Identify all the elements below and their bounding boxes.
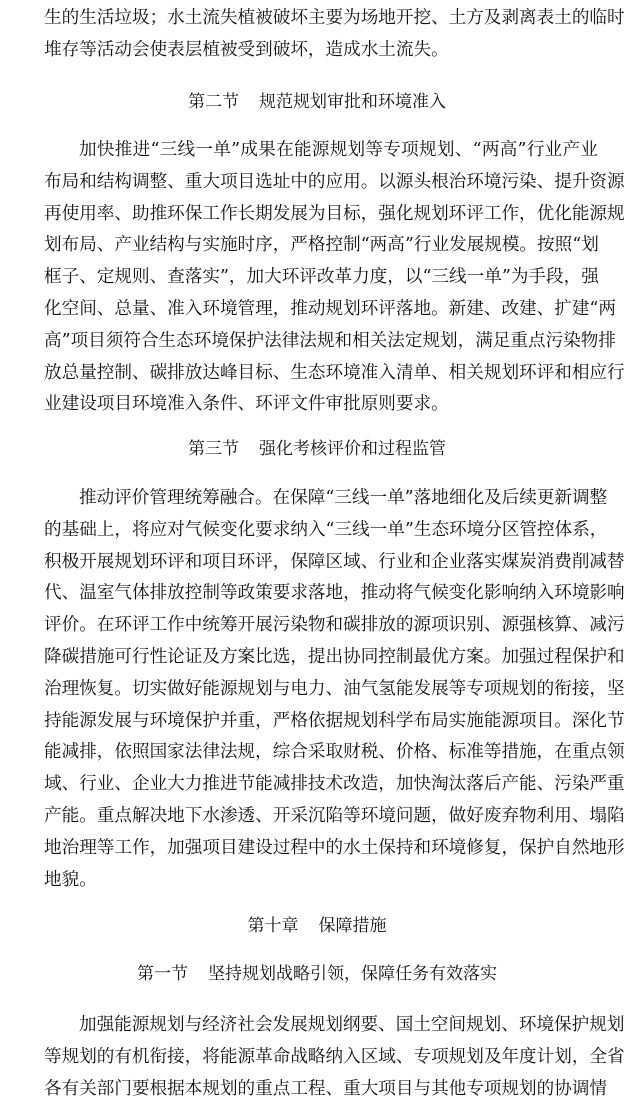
paragraph-line: 积极开展规划环评和项目环评，保障区域、行业和企业落实煤炭消费削减替 <box>44 551 625 572</box>
paragraph-line: 代、温室气体排放控制等政策要求落地，推动将气候变化影响纳入环境影响 <box>44 583 625 604</box>
paragraph-line: 堆存等活动会使表层植被受到破坏，造成水土流失。 <box>44 39 449 60</box>
section-2-paragraph <box>44 135 625 421</box>
section-title: 坚持规划战略引领，保障任务有效落实 <box>208 964 497 984</box>
paragraph-line: 生的生活垃圾；水土流失植被破坏主要为场地开挖、土方及剥离表土的临时 <box>44 8 625 28</box>
paragraph-line: 治理恢复。切实做好能源规划与电力、油气氢能发展等专项规划的衔接，坚 <box>44 678 625 699</box>
section-1-paragraph <box>44 1010 625 1105</box>
paragraph-line: 业建设项目环境准入条件、环评文件审批原则要求。 <box>44 394 449 415</box>
paragraph-line: 高”项目须符合生态环境保护法律法规和相关法定规划，满足重点污染物排 <box>44 330 616 351</box>
paragraph-line: 加快推进“三线一单”成果在能源规划等专项规划、“两高”行业产业 <box>79 140 598 160</box>
section-heading-2 <box>0 90 634 114</box>
paragraph-line: 布局和结构调整、重大项目选址中的应用。以源头根治环境污染、提升资源 <box>44 171 625 192</box>
chapter-number: 第十章 <box>247 916 299 936</box>
section-number: 第一节 <box>137 964 188 984</box>
paragraph-line: 地治理等工作，加强项目建设过程中的水土保持和环境修复，保护自然地形 <box>44 837 625 858</box>
section-heading-3 <box>0 437 634 461</box>
paragraph-line: 的基础上，将应对气候变化要求纳入“三线一单”生态环境分区管控体系， <box>44 519 608 540</box>
paragraph-line: 放总量控制、碳排放达峰目标、生态环境准入清单、相关规划环评和相应行 <box>44 362 625 383</box>
paragraph-line: 产能。重点解决地下水渗透、开采沉陷等环境问题，做好废弃物利用、塌陷 <box>44 805 625 826</box>
section-heading-1 <box>0 962 634 986</box>
paragraph-line: 化空间、总量、准入环境管理，推动规划环评落地。新建、改建、扩建“两 <box>44 298 616 319</box>
section-number: 第三节 <box>188 439 239 459</box>
paragraph-line: 地貌。 <box>44 869 97 890</box>
paragraph-line: 降碳措施可行性论证及方案比选，提出协同控制最优方案。加强过程保护和 <box>44 646 625 667</box>
paragraph-line: 域、行业、企业大力推进节能减排技术改造，加快淘汰落后产能、污染严重 <box>44 774 625 795</box>
section-title: 规范规划审批和环境准入 <box>259 92 446 112</box>
paragraph-line: 各有关部门要根据本规划的重点工程、重大项目与其他专项规划的协调情 <box>44 1078 608 1099</box>
paragraph-continuation <box>44 3 625 67</box>
paragraph-line: 推动评价管理统筹融合。在保障“三线一单”落地细化及后续更新调整 <box>79 488 608 508</box>
paragraph-line: 划布局、产业结构与实施时序，严格控制“两高”行业发展规模。按照“划 <box>44 235 599 256</box>
paragraph-line: 持能源发展与环境保护并重，严格依据规划科学布局实施能源项目。深化节 <box>44 710 625 731</box>
paragraph-line: 等规划的有机衔接，将能源革命战略纳入区域、专项规划及年度计划，全省 <box>44 1046 625 1067</box>
chapter-title: 保障措施 <box>318 916 387 936</box>
section-3-paragraph <box>44 483 625 896</box>
paragraph-line: 框子、定规则、查落实”，加大环评改革力度，以“三线一单”为手段，强 <box>44 267 599 288</box>
chapter-heading-10 <box>0 914 634 938</box>
paragraph-line: 能减排，依照国家法律法规，综合采取财税、价格、标准等措施，在重点领 <box>44 742 625 763</box>
paragraph-line: 再使用率、助推环保工作长期发展为目标，强化规划环评工作，优化能源规 <box>44 203 625 224</box>
paragraph-line: 加强能源规划与经济社会发展规划纲要、国土空间规划、环境保护规划 <box>79 1015 625 1035</box>
paragraph-line: 评价。在环评工作中统筹开展污染物和碳排放的源项识别、源强核算、减污 <box>44 615 625 636</box>
section-number: 第二节 <box>188 92 239 112</box>
section-title: 强化考核评价和过程监管 <box>259 439 446 459</box>
